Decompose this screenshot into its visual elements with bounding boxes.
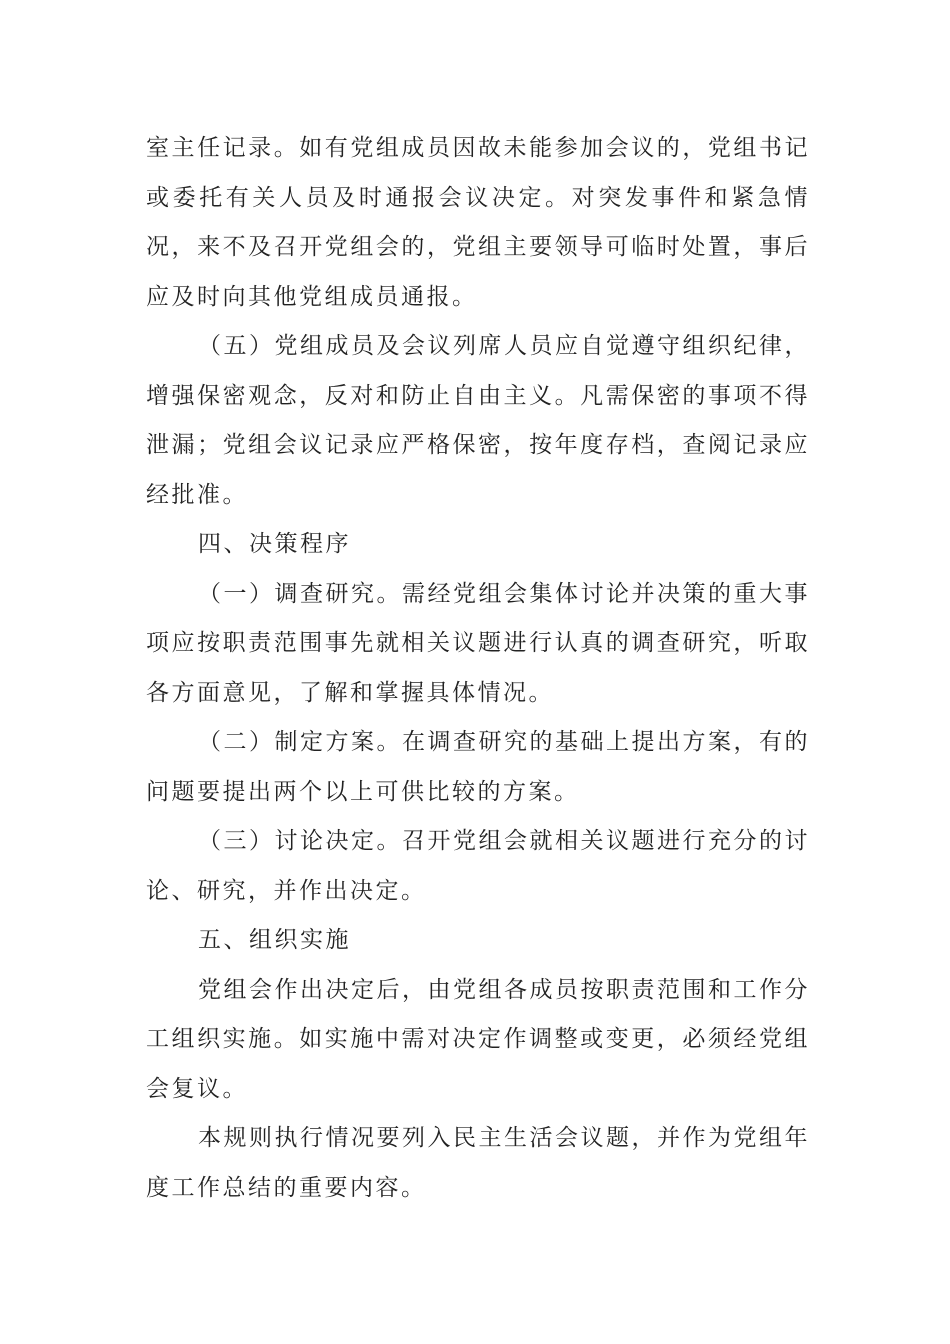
paragraph-closing: 本规则执行情况要列入民主生活会议题，并作为党组年度工作总结的重要内容。 <box>146 1125 810 1201</box>
paragraph-investigation: （一）调查研究。需经党组会集体讨论并决策的重大事项应按职责范围事先就相关议题进行认真的调查研究，听取各方面意见，了解和掌握具体情况。 <box>146 580 810 706</box>
paragraph-discuss-decide: （三）讨论决定。召开党组会就相关议题进行充分的讨论、研究，并作出决定。 <box>146 828 810 904</box>
paragraph-formulate-plan: （二）制定方案。在调查研究的基础上提出方案，有的问题要提出两个以上可供比较的方案。 <box>146 729 810 805</box>
section-heading-implementation: 五、组织实施 <box>198 927 351 953</box>
paragraph-implementation: 党组会作出决定后，由党组各成员按职责范围和工作分工组织实施。如实施中需对决定作调整或变更，必须经党组会复议。 <box>146 976 810 1102</box>
paragraph-confidentiality: （五）党组成员及会议列席人员应自觉遵守组织纪律，增强保密观念，反对和防止自由主义。凡需保密的事项不得泄漏；党组会议记录应严格保密，按年度存档，查阅记录应经批准。 <box>146 333 810 508</box>
section-heading-decision-procedure: 四、决策程序 <box>198 531 351 557</box>
document-body <box>146 124 810 1213</box>
paragraph-meeting-record: 室主任记录。如有党组成员因故未能参加会议的，党组书记或委托有关人员及时通报会议决定。对突发事件和紧急情况，来不及召开党组会的，党组主要领导可临时处置，事后应及时向其他党组成员通报。 <box>146 135 810 310</box>
